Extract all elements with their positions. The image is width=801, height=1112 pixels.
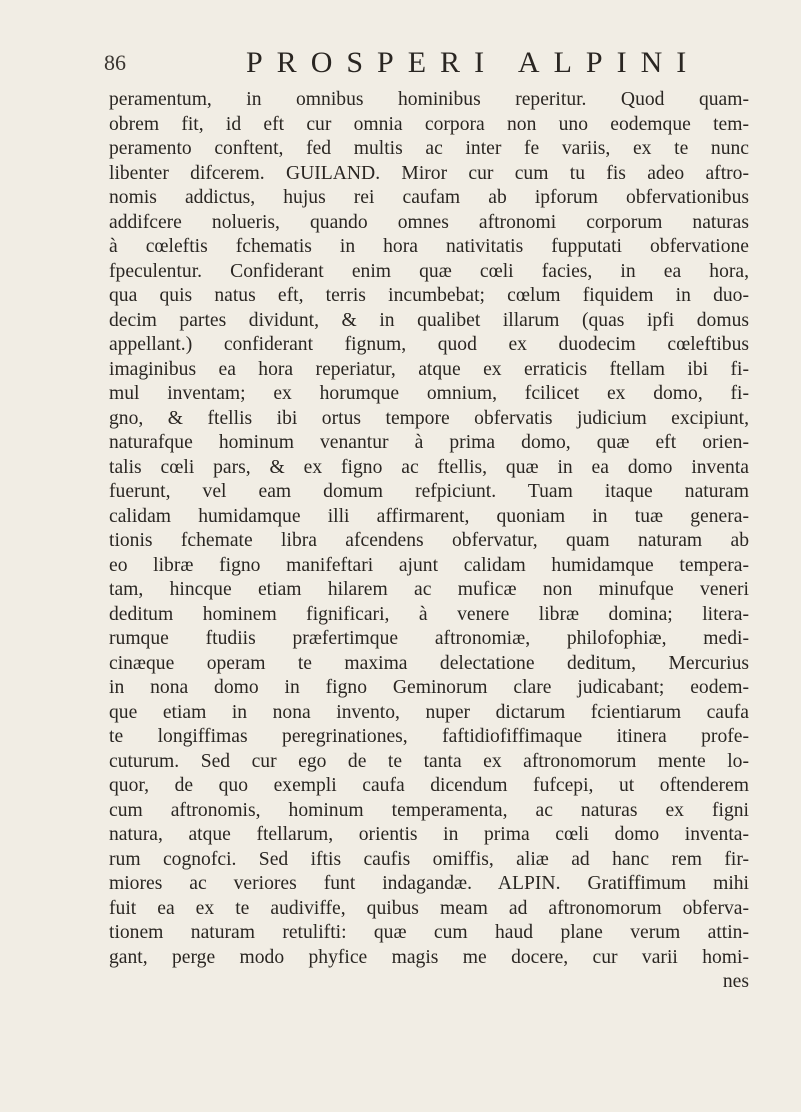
text-line: rum cognofci. Sed iftis caufis omiffis, aliæ ad hanc rem fir- [109,848,749,870]
text-line: mul inventam; ex horumque omnium, fcilicet ex domo, fi- [109,383,749,404]
body-text [109,88,749,995]
text-line: tam, hincque etiam hilarem ac muficæ non minufque veneri [109,579,749,600]
text-line: cinæque operam te maxima delectatione deditum, Mercurius [109,652,749,674]
text-line: fuerunt, vel eam domum refpiciunt. Tuam itaque naturam [109,481,749,502]
text-line: fpeculentur. Confiderant enim quæ cœli facies, in ea hora, [109,260,749,282]
text-line: obrem fit, id eft cur omnia corpora non uno eodemque tem- [109,113,749,135]
text-line: rumque ftudiis præfertimque aftronomiæ, philofophiæ, medi- [109,628,749,649]
text-line: quor, de quo exempli caufa dicendum fufcepi, ut oftenderem [109,775,749,796]
text-line: nes [722,971,749,992]
text-line: tionis fchemate libra afcendens obfervatur, quam naturam ab [109,530,749,551]
text-line: qua quis natus eft, terris incumbebat; cœlum fiquidem in duo- [109,285,749,306]
page-header [100,46,800,86]
text-line: calidam humidamque illi affirmarent, quoniam in tuæ genera- [109,505,749,527]
text-line: peramentum, in omnibus hominibus reperitur. Quod quam- [109,89,749,110]
text-line: gno, & ftellis ibi ortus tempore obfervatis judicium excipiunt, [109,407,749,429]
text-line: deditum hominem fignificari, à venere libræ domina; litera- [109,603,749,625]
text-line: cum aftronomis, hominum temperamenta, ac naturas ex figni [109,799,749,821]
running-head: PROSPERI ALPINI [246,46,701,79]
text-line: talis cœli pars, & ex figno ac ftellis, quæ in ea domo inventa [109,456,749,478]
text-line: que etiam in nona invento, nuper dictarum fcientiarum caufa [109,701,749,723]
text-line: addifcere nolueris, quando omnes aftronomi corporum naturas [109,211,749,233]
text-line: in nona domo in figno Geminorum clare judicabant; eodem- [109,677,749,698]
text-line: miores ac veriores funt indagandæ. ALPIN. Gratiffimum mihi [109,873,749,894]
text-line: naturafque hominum venantur à prima domo, quæ eft orien- [109,432,749,453]
text-line: nomis addictus, hujus rei caufam ab ipforum obfervationibus [109,187,749,208]
text-line: cuturum. Sed cur ego de te tanta ex aftronomorum mente lo- [109,750,749,772]
text-line: fuit ea ex te audiviffe, quibus meam ad aftronomorum obferva- [109,897,749,919]
text-line: natura, atque ftellarum, orientis in prima cœli domo inventa- [109,824,749,845]
text-line: peramento conftent, fed multis ac inter fe variis, ex te nunc [109,138,749,159]
text-line: libenter difcerem. GUILAND. Miror cur cum tu fis adeo aftro- [109,162,749,184]
text-line: eo libræ figno manifeftari ajunt calidam humidamque tempera- [109,554,749,576]
text-line: te longiffimas peregrinationes, faftidiofiffimaque itinera profe- [109,726,749,747]
text-line: imaginibus ea hora reperiatur, atque ex erraticis ftellam ibi fi- [109,358,749,380]
page-number: 86 [104,50,126,75]
text-line: gant, perge modo phyfice magis me docere, cur varii homi- [109,946,749,968]
text-line: à cœleftis fchematis in hora nativitatis fupputati obfervatione [109,236,749,257]
text-line: decim partes dividunt, & in qualibet illarum (quas ipfi domus [109,309,749,331]
text-line: tionem naturam retulifti: quæ cum haud plane verum attin- [109,922,749,943]
text-line: appellant.) confiderant fignum, quod ex duodecim cœleftibus [109,334,749,355]
